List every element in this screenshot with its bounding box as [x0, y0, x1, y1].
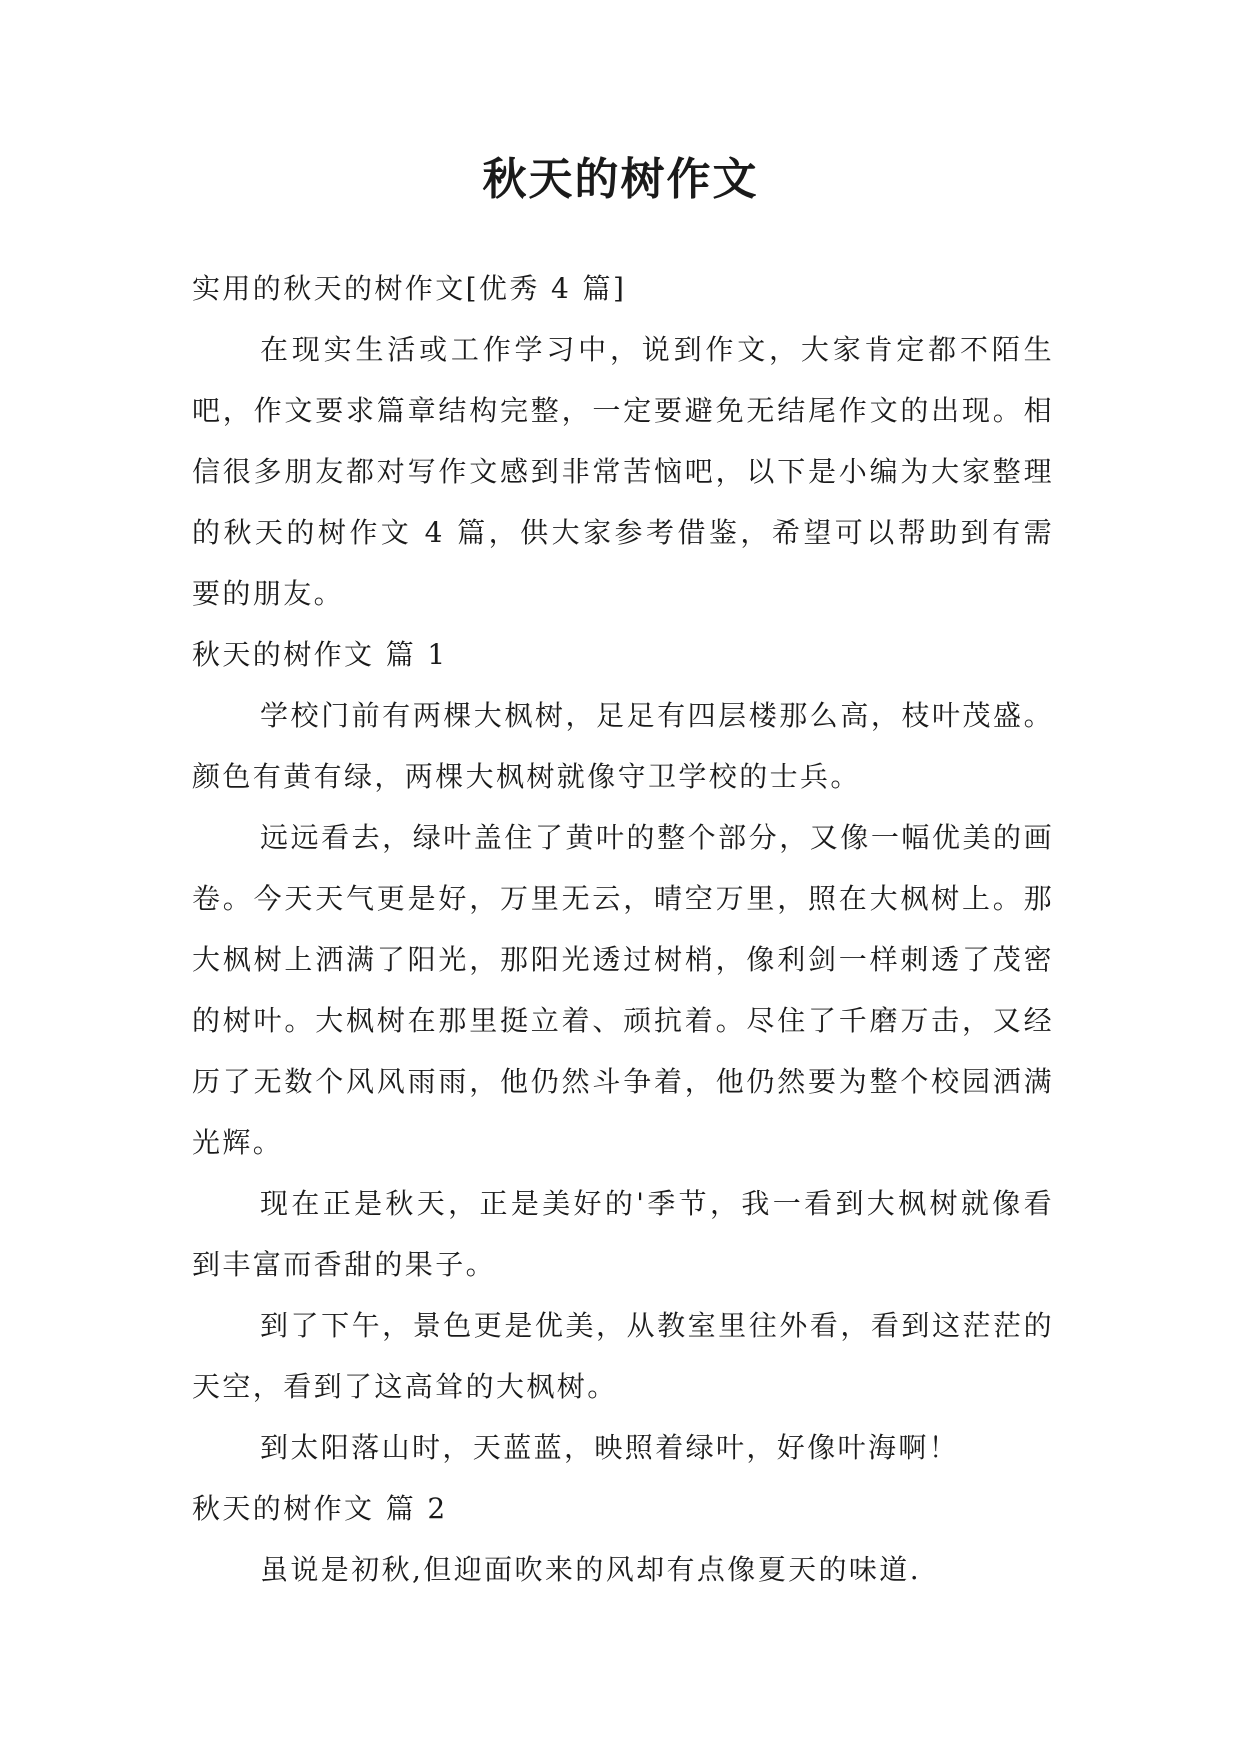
section-1-paragraph-4: 到了下午，景色更是优美，从教室里往外看，看到这茫茫的天空，看到了这高耸的大枫树。	[192, 1309, 1054, 1403]
section-2-paragraph-1: 虽说是初秋,但迎面吹来的风却有点像夏天的味道.	[260, 1553, 922, 1586]
document-body	[192, 258, 1054, 1600]
document-title: 秋天的树作文	[482, 154, 759, 205]
section-heading-1: 秋天的树作文 篇 1	[192, 638, 448, 671]
section-1-paragraph-5: 到太阳落山时，天蓝蓝，映照着绿叶，好像叶海啊！	[260, 1431, 960, 1464]
section-heading-2: 秋天的树作文 篇 2	[192, 1492, 448, 1525]
document-subtitle: 实用的秋天的树作文[优秀 4 篇]	[192, 272, 627, 305]
intro-paragraph: 在现实生活或工作学习中，说到作文，大家肯定都不陌生吧，作文要求篇章结构完整，一定要避免无结尾作文的出现。相信很多朋友都对写作文感到非常苦恼吧，以下是小编为大家整理的秋天的树作文 4 篇，供大家参考借鉴，希望可以帮助到有需要的朋友。	[192, 333, 1054, 610]
section-1-paragraph-3: 现在正是秋天，正是美好的'季节，我一看到大枫树就像看到丰富而香甜的果子。	[192, 1187, 1054, 1281]
section-1-paragraph-1: 学校门前有两棵大枫树，足足有四层楼那么高，枝叶茂盛。颜色有黄有绿，两棵大枫树就像守卫学校的士兵。	[192, 699, 1054, 793]
section-1-paragraph-2: 远远看去，绿叶盖住了黄叶的整个部分，又像一幅优美的画卷。今天天气更是好，万里无云，晴空万里，照在大枫树上。那大枫树上洒满了阳光，那阳光透过树梢，像利剑一样刺透了茂密的树叶。大枫树在那里挺立着、顽抗着。尽住了千磨万击，又经历了无数个风风雨雨，他仍然斗争着，他仍然要为整个校园洒满光辉。	[192, 821, 1054, 1159]
